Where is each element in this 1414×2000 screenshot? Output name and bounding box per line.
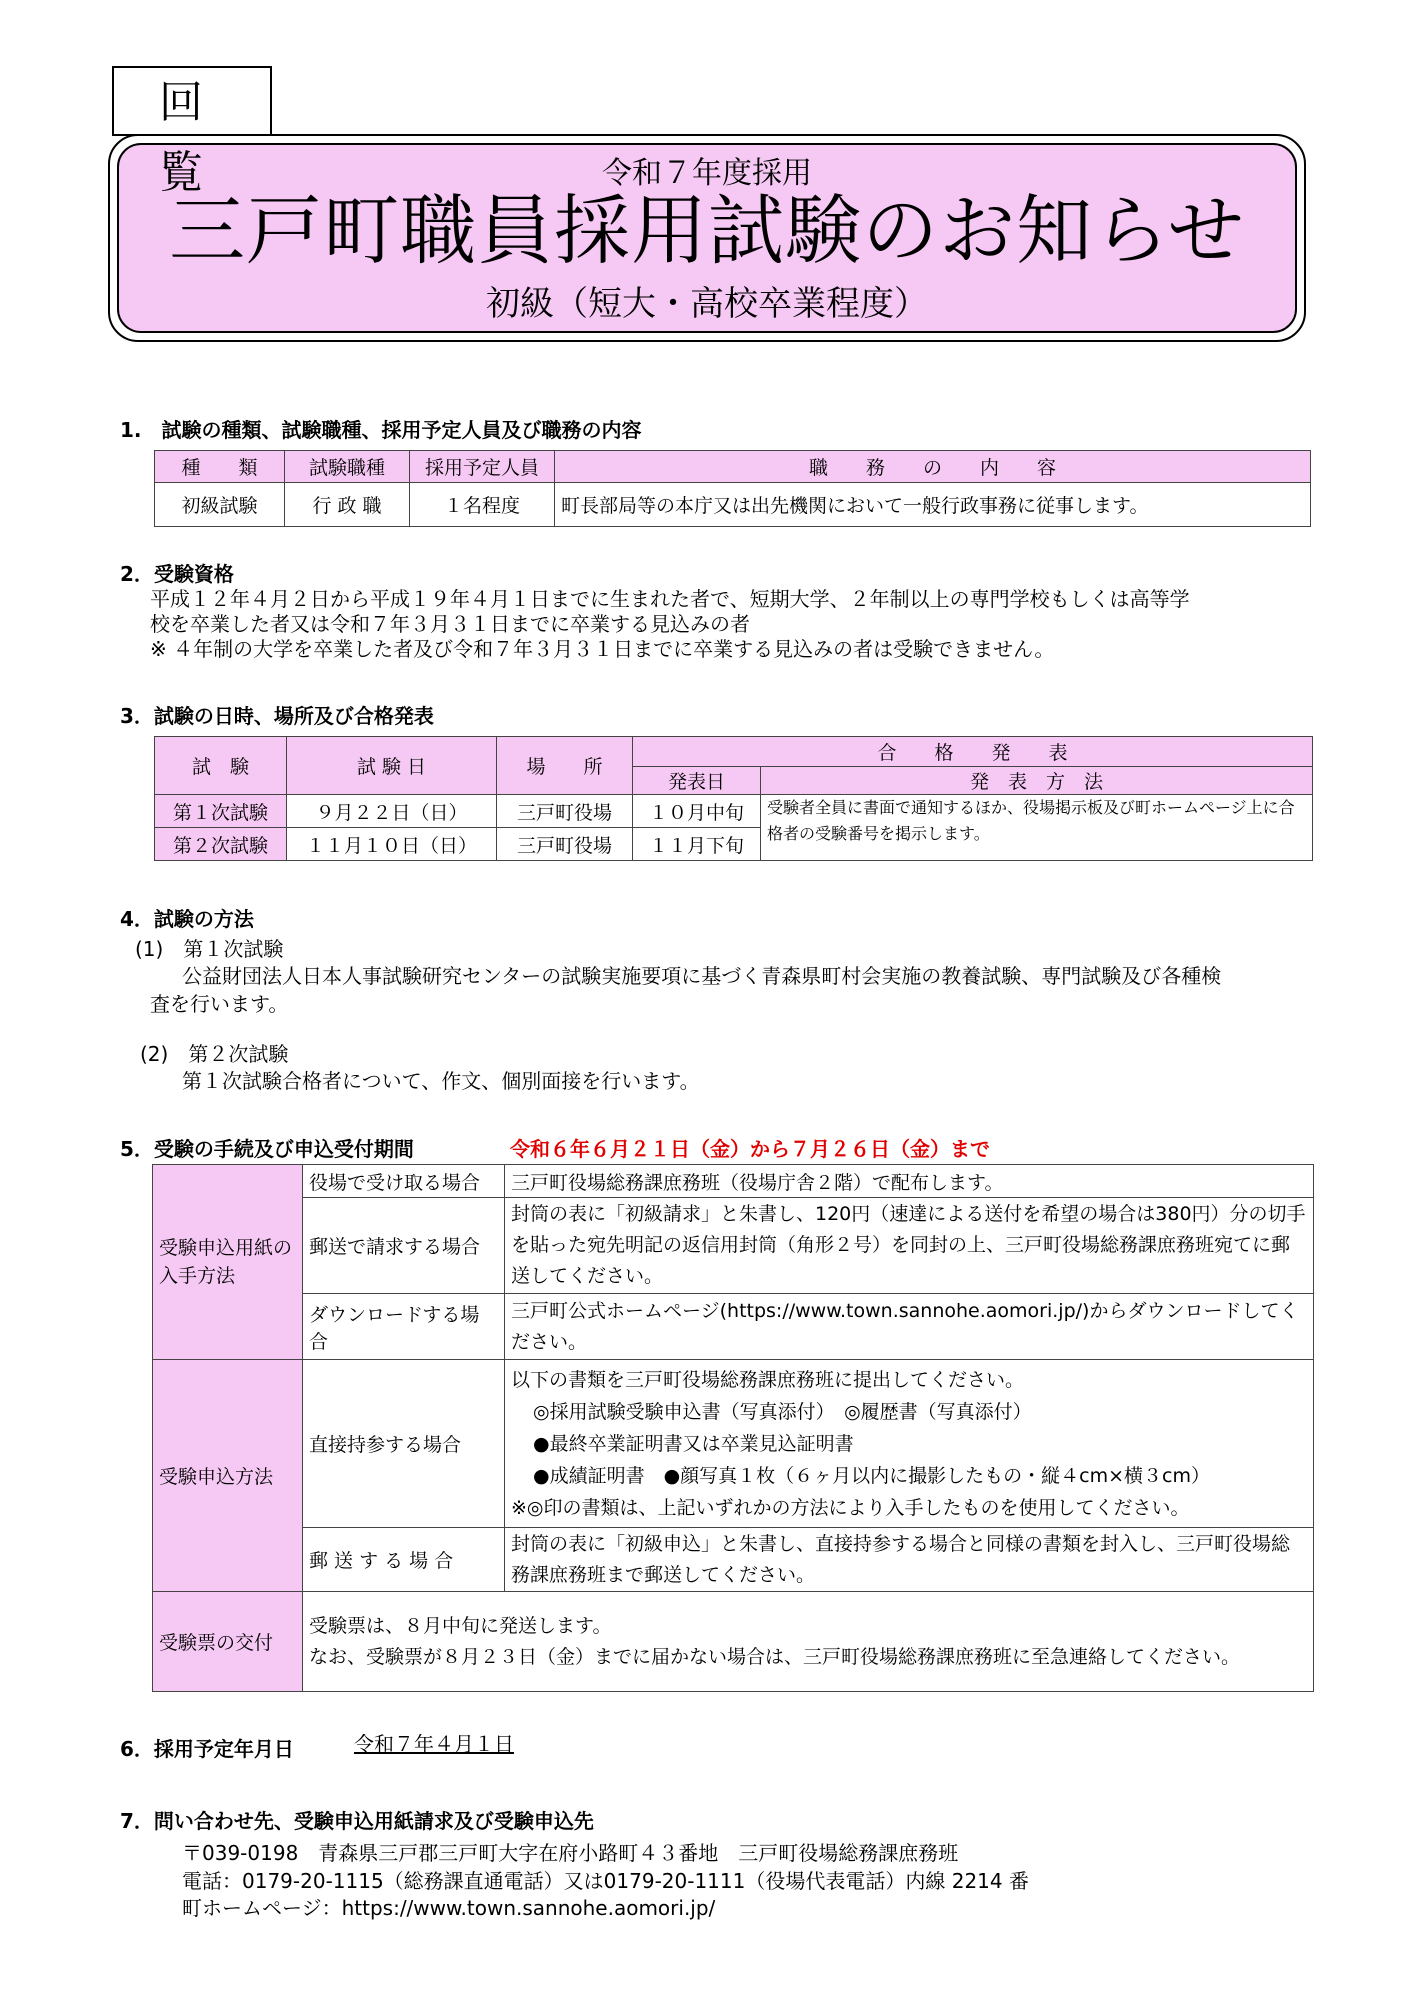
s1-cell-duty: 町長部局等の本庁又は出先機関において一般行政事務に従事します。 — [555, 483, 1311, 527]
s5-obtain-text-2: 封筒の表に「初級請求」と朱書し、120円（速達による送付を希望の場合は380円）分の切手を貼った宛先明記の返信用封筒（角形２号）を同封の上、三戸町役場総務課庶務班宛てに郵送してください。 — [505, 1198, 1314, 1294]
s5-apply-mail-how: 郵 送 す る 場 合 — [303, 1528, 505, 1592]
s5-obtain-how-2: 郵送で請求する場合 — [303, 1198, 505, 1294]
s3-header-method: 発 表 方 法 — [761, 767, 1313, 795]
section2-heading: 2．受験資格 — [120, 562, 234, 586]
s5-apply-direct-line-5: ※◎印の書類は、上記いずれかの方法により入手したものを使用してください。 — [511, 1496, 1190, 1519]
s5-apply-direct-line-1: 以下の書類を三戸町役場総務課庶務班に提出してください。 — [511, 1368, 1025, 1391]
section3-heading: 3．試験の日時、場所及び合格発表 — [120, 704, 434, 728]
s4-sub1-text2: 査を行います。 — [150, 992, 289, 1016]
section7-heading: 7．問い合わせ先、受験申込用紙請求及び受験申込先 — [120, 1809, 594, 1833]
s6-date: 令和７年４月１日 — [354, 1732, 514, 1756]
s5-ticket-label: 受験票の交付 — [153, 1592, 303, 1692]
section6-heading: 6．採用予定年月日 — [120, 1737, 294, 1761]
s5-ticket-line-2: なお、受験票が８月２３日（金）までに届かない場合は、三戸町役場総務課庶務班に至急連絡してください。 — [309, 1645, 1241, 1668]
s3-header-announce-date: 発表日 — [633, 767, 761, 795]
section1-table — [154, 450, 1311, 527]
s7-web: 町ホームページ：https://www.town.sannohe.aomori.jp/ — [182, 1896, 716, 1920]
banner-pre-title: 令和７年度採用 — [602, 156, 812, 191]
s1-header-job: 試験職種 — [285, 451, 410, 483]
s5-obtain-text-1: 三戸町役場総務課庶務班（役場庁舎２階）で配布します。 — [505, 1165, 1314, 1198]
s3-row1-date: ９月２２日（日） — [287, 795, 497, 828]
section3-table — [154, 736, 1313, 861]
s3-row1-place: 三戸町役場 — [497, 795, 633, 828]
s1-header-duty: 職 務 の 内 容 — [555, 451, 1311, 483]
s3-row1-exam: 第１次試験 — [155, 795, 287, 828]
s5-apply-direct-line-2: ◎採用試験受験申込書（写真添付） ◎履歴書（写真添付） — [533, 1400, 1032, 1423]
s2-line1: 平成１２年４月２日から平成１９年４月１日までに生まれた者で、短期大学、２年制以上の専門学校もしくは高等学 — [150, 587, 1190, 611]
s3-method-text: 受験者全員に書面で通知するほか、役場掲示板及び町ホームページ上に合格者の受験番号を掲示します。 — [761, 795, 1313, 861]
s5-apply-direct-text — [505, 1360, 1314, 1528]
page-title: 三戸町職員採用試験のお知らせ — [169, 186, 1245, 275]
s5-apply-direct-line-4: ●成績証明書 ●顔写真１枚（６ヶ月以内に撮影したもの・縦４cm×横３cm） — [533, 1464, 1210, 1487]
s2-line3: ※ ４年制の大学を卒業した者及び令和７年３月３１日までに卒業する見込みの者は受験できません。 — [150, 637, 1055, 661]
application-period: 令和６年６月２１日（金）から７月２６日（金）まで — [510, 1137, 990, 1161]
s3-row2-place: 三戸町役場 — [497, 828, 633, 861]
circulation-stamp: 回 覧 — [112, 66, 272, 136]
s4-sub2-label: (2) 第２次試験 — [140, 1042, 289, 1066]
s3-header-place: 場 所 — [497, 737, 633, 795]
s3-row1-announce: １０月中旬 — [633, 795, 761, 828]
s3-row2-exam: 第２次試験 — [155, 828, 287, 861]
s3-header-date: 試 験 日 — [287, 737, 497, 795]
s7-address: 〒039-0198 青森県三戸郡三戸町大字在府小路町４３番地 三戸町役場総務課庶務班 — [182, 1841, 959, 1865]
section5-table — [152, 1164, 1314, 1692]
s1-header-type: 種 類 — [155, 451, 285, 483]
s5-obtain-label: 受験申込用紙の入手方法 — [153, 1165, 303, 1360]
s1-cell-count: １名程度 — [410, 483, 555, 527]
s7-phone: 電話：0179-20-1115（総務課直通電話）又は0179-20-1111（役場代表電話）内線 2214 番 — [182, 1869, 1029, 1893]
s5-ticket-text — [303, 1592, 1314, 1692]
s3-header-exam: 試 験 — [155, 737, 287, 795]
banner-subtitle: 初級（短大・高校卒業程度） — [486, 284, 928, 324]
section5-heading: 5．受験の手続及び申込受付期間 — [120, 1137, 414, 1161]
s2-line2: 校を卒業した者又は令和７年３月３１日までに卒業する見込みの者 — [150, 612, 750, 636]
s5-apply-direct-line-3: ●最終卒業証明書又は卒業見込証明書 — [533, 1432, 854, 1455]
s5-apply-label: 受験申込方法 — [153, 1360, 303, 1592]
s1-cell-job: 行 政 職 — [285, 483, 410, 527]
s5-obtain-text-3: 三戸町公式ホームページ(https://www.town.sannohe.aomori.jp/)からダウンロードしてください。 — [505, 1294, 1314, 1360]
s4-sub1-label: (1) 第１次試験 — [135, 937, 284, 961]
s1-cell-type: 初級試験 — [155, 483, 285, 527]
s3-header-result: 合 格 発 表 — [633, 737, 1313, 767]
s3-row2-date: １１月１０日（日） — [287, 828, 497, 861]
section4-heading: 4．試験の方法 — [120, 907, 254, 931]
s4-sub2-text: 第１次試験合格者について、作文、個別面接を行います。 — [182, 1069, 700, 1093]
section1-heading: 1. 試験の種類、試験職種、採用予定人員及び職務の内容 — [120, 418, 642, 442]
s1-header-count: 採用予定人員 — [410, 451, 555, 483]
s4-sub1-text1: 公益財団法人日本人事試験研究センターの試験実施要項に基づく青森県町村会実施の教養試験、専門試験及び各種検 — [182, 964, 1222, 988]
s5-apply-mail-text: 封筒の表に「初級申込」と朱書し、直接持参する場合と同様の書類を封入し、三戸町役場総務課庶務班まで郵送してください。 — [505, 1528, 1314, 1592]
s5-apply-direct-how: 直接持参する場合 — [303, 1360, 505, 1528]
s3-row2-announce: １１月下旬 — [633, 828, 761, 861]
s5-obtain-how-3: ダウンロードする場合 — [303, 1294, 505, 1360]
s5-ticket-line-1: 受験票は、８月中旬に発送します。 — [309, 1614, 612, 1637]
s5-obtain-how-1: 役場で受け取る場合 — [303, 1165, 505, 1198]
